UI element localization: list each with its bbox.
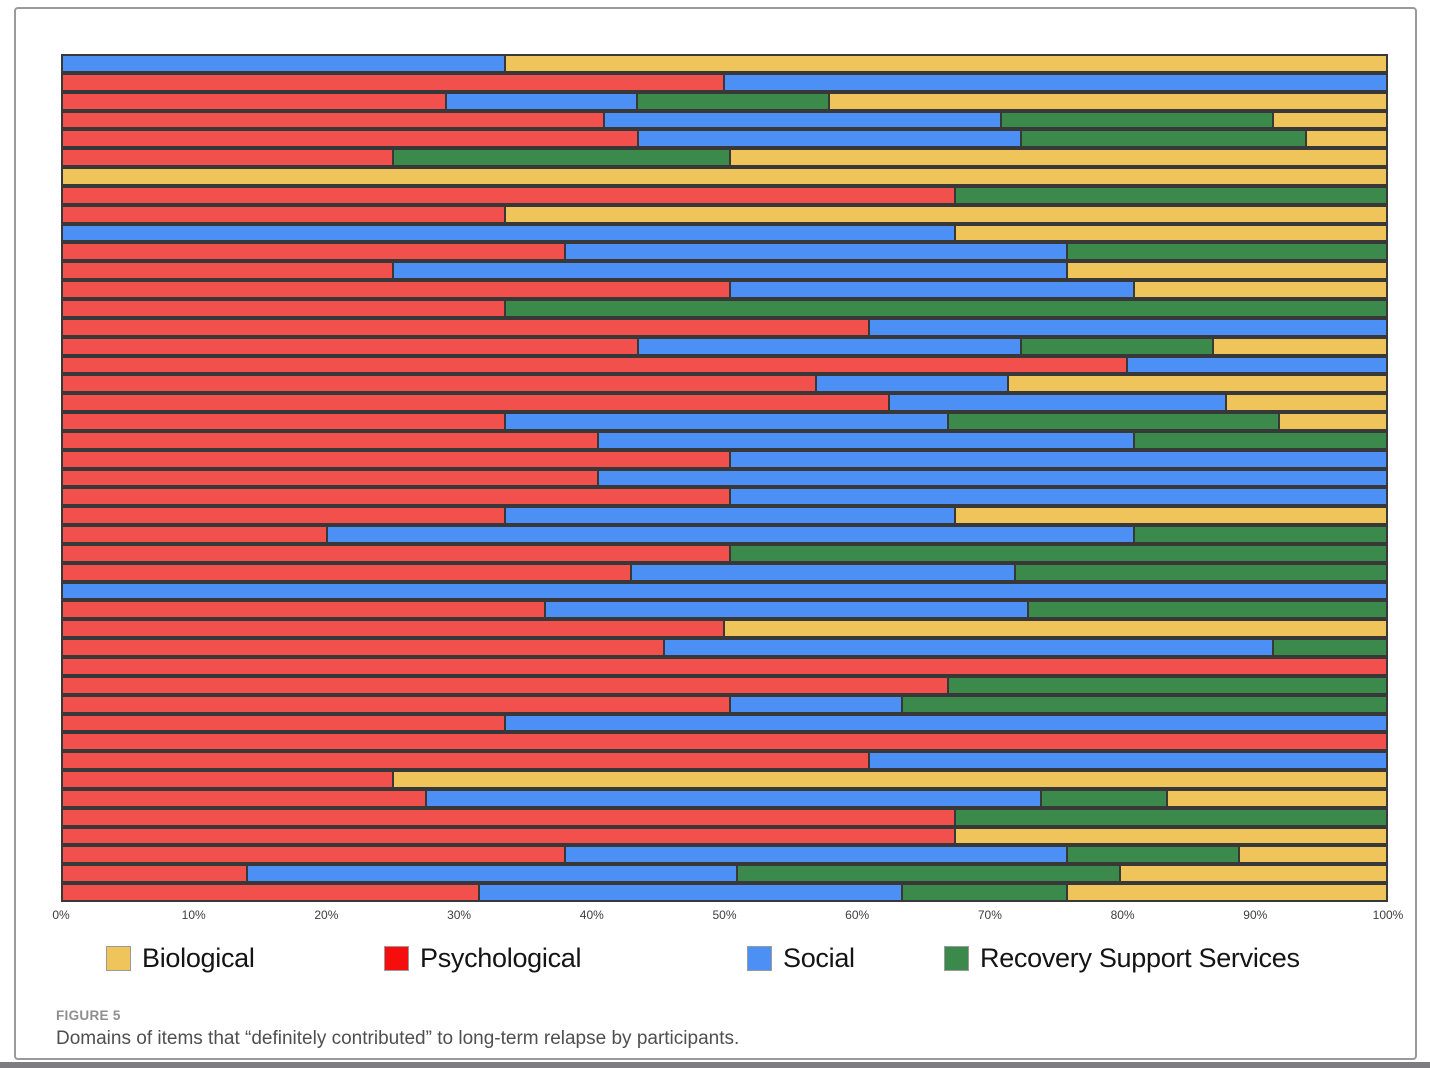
bar-segment-social [665,640,1274,655]
bar-segment-biological [506,56,1386,71]
bar-segment-psychological [63,489,731,504]
legend-swatch-psychological [384,946,409,971]
bar-segment-psychological [63,131,639,146]
bar-segment-social [731,697,903,712]
bar-segment-recovery [1068,847,1240,862]
legend-swatch-biological [106,946,131,971]
x-axis-tick: 60% [845,908,870,922]
bar-row [61,242,1388,261]
legend-item-social [747,943,855,974]
bar-row [61,374,1388,393]
bar-segment-biological [956,829,1386,844]
bar-segment-social [890,395,1227,410]
bar-row [61,450,1388,469]
bar-segment-social [248,866,738,881]
bar-segment-recovery [956,810,1386,825]
bar-segment-recovery [903,885,1068,900]
legend-item-recovery-support-services [944,943,1300,974]
bar-row [61,563,1388,582]
bar-segment-recovery [956,188,1386,203]
bar-row [61,544,1388,563]
bar-row [61,469,1388,488]
bottom-edge-strip [0,1062,1430,1068]
bar-segment-social [427,791,1042,806]
bar-row [61,393,1388,412]
bar-segment-psychological [63,244,566,259]
bar-row [61,751,1388,770]
bar-segment-psychological [63,94,447,109]
bar-row [61,600,1388,619]
bar-segment-social [1128,358,1386,373]
bar-segment-psychological [63,414,506,429]
bar-row [61,714,1388,733]
bar-segment-psychological [63,150,394,165]
bar-segment-psychological [63,207,506,222]
bar-row [61,186,1388,205]
bar-row [61,732,1388,751]
bar-row [61,54,1388,73]
bar-segment-psychological [63,471,599,486]
bar-segment-social [870,753,1386,768]
bar-segment-psychological [63,358,1128,373]
bar-row [61,770,1388,789]
bar-segment-social [566,847,1069,862]
bar-segment-psychological [63,697,731,712]
bar-segment-biological [1227,395,1386,410]
bar-segment-social [731,452,1386,467]
bar-segment-social [639,131,1023,146]
bar-row [61,224,1388,243]
bar-segment-recovery [1022,131,1306,146]
bar-segment-social [328,527,1135,542]
bar-row [61,845,1388,864]
bar-segment-biological [830,94,1386,109]
bar-segment-recovery [1135,527,1386,542]
bar-row [61,883,1388,902]
bar-segment-psychological [63,452,731,467]
bar-segment-psychological [63,188,956,203]
bar-segment-psychological [63,565,632,580]
bar-segment-psychological [63,602,546,617]
figure-label: FIGURE 5 [56,1008,121,1023]
bar-row [61,92,1388,111]
bar-row [61,356,1388,375]
bar-row [61,808,1388,827]
bar-segment-recovery [1042,791,1168,806]
bar-segment-recovery [738,866,1122,881]
bar-segment-social [817,376,1009,391]
bar-segment-recovery [949,414,1280,429]
bar-segment-psychological [63,282,731,297]
x-axis [16,908,1430,926]
bar-segment-biological [1214,339,1386,354]
bar-segment-social [605,113,1002,128]
bar-segment-social [506,414,949,429]
bar-segment-social [480,885,903,900]
bar-segment-psychological [63,810,956,825]
bar-segment-psychological [63,885,480,900]
bar-segment-recovery [949,678,1386,693]
bar-segment-recovery [506,301,1386,316]
bar-row [61,657,1388,676]
bar-segment-social [566,244,1069,259]
bar-segment-recovery [1029,602,1386,617]
bar-row [61,299,1388,318]
bar-segment-biological [63,169,1386,184]
bar-row [61,261,1388,280]
bar-segment-recovery [1135,433,1386,448]
bar-segment-social [639,339,1023,354]
x-axis-tick: 10% [181,908,206,922]
bar-segment-psychological [63,829,956,844]
bar-segment-psychological [63,734,1386,749]
x-axis-tick: 100% [1372,908,1404,922]
bar-segment-biological [1009,376,1386,391]
bar-segment-social [63,56,506,71]
bar-segment-social [725,75,1387,90]
bar-segment-biological [1274,113,1386,128]
bar-segment-psychological [63,753,870,768]
bar-segment-biological [1307,131,1386,146]
bar-segment-social [506,508,956,523]
bar-segment-psychological [63,866,248,881]
bar-segment-social [447,94,639,109]
bar-segment-recovery [731,546,1386,561]
x-axis-tick: 30% [447,908,472,922]
bar-segment-biological [1068,885,1386,900]
bar-segment-psychological [63,527,328,542]
bar-segment-biological [1240,847,1386,862]
figure-caption: Domains of items that “definitely contributed” to long-term relapse by participants. [56,1028,740,1049]
bar-segment-recovery [903,697,1386,712]
bar-row [61,506,1388,525]
bar-row [61,148,1388,167]
bar-segment-biological [956,226,1386,241]
bar-segment-recovery [638,94,830,109]
bar-row [61,167,1388,186]
bar-row [61,487,1388,506]
bar-segment-recovery [1016,565,1386,580]
bar-row [61,619,1388,638]
bar-segment-psychological [63,508,506,523]
legend-label-recovery: Recovery Support Services [980,943,1300,973]
bar-row [61,318,1388,337]
bar-segment-social [394,263,1069,278]
bar-segment-psychological [63,621,725,636]
x-axis-tick: 80% [1110,908,1135,922]
bar-segment-psychological [63,301,506,316]
bar-segment-social [731,489,1386,504]
bar-segment-biological [506,207,1386,222]
bar-segment-psychological [63,791,427,806]
bar-segment-biological [1135,282,1386,297]
bar-row [61,205,1388,224]
bar-segment-recovery [1274,640,1386,655]
bar-segment-recovery [1022,339,1214,354]
bar-segment-biological [731,150,1386,165]
bar-segment-psychological [63,433,599,448]
x-axis-tick: 90% [1243,908,1268,922]
bar-segment-social [599,433,1135,448]
legend-item-biological [106,943,255,974]
bar-segment-recovery [1068,244,1386,259]
bar-segment-psychological [63,395,890,410]
bar-row [61,827,1388,846]
legend-label-biological: Biological [142,943,255,973]
bar-segment-psychological [63,263,394,278]
bar-segment-psychological [63,320,870,335]
bar-segment-psychological [63,376,817,391]
bar-segment-social [870,320,1386,335]
x-axis-tick: 20% [314,908,339,922]
legend-label-social: Social [783,943,855,973]
bar-segment-psychological [63,659,1386,674]
bar-row [61,129,1388,148]
bar-segment-psychological [63,678,949,693]
figure-frame [14,7,1417,1060]
legend-label-psychological: Psychological [420,943,582,973]
bar-row [61,676,1388,695]
bar-segment-biological [956,508,1386,523]
bar-row [61,638,1388,657]
legend [16,943,1430,979]
bar-row [61,431,1388,450]
bar-segment-biological [1068,263,1386,278]
bar-segment-biological [1168,791,1386,806]
bar-segment-biological [1280,414,1386,429]
x-axis-tick: 50% [712,908,737,922]
bar-segment-psychological [63,640,665,655]
x-axis-tick: 40% [579,908,604,922]
bar-segment-psychological [63,546,731,561]
bar-row [61,864,1388,883]
bar-segment-recovery [1002,113,1273,128]
bar-segment-social [632,565,1016,580]
legend-swatch-social [747,946,772,971]
bar-row [61,412,1388,431]
bar-row [61,525,1388,544]
bar-row [61,73,1388,92]
bar-segment-psychological [63,113,605,128]
bar-segment-psychological [63,339,639,354]
bar-segment-psychological [63,716,506,731]
x-axis-tick: 0% [52,908,70,922]
bar-segment-social [599,471,1386,486]
bar-segment-social [63,226,956,241]
x-axis-tick: 70% [977,908,1002,922]
bar-segment-social [546,602,1029,617]
bar-row [61,582,1388,601]
bar-row [61,789,1388,808]
bar-segment-social [731,282,1135,297]
bar-segment-psychological [63,75,725,90]
bar-segment-biological [394,772,1386,787]
bar-segment-psychological [63,772,394,787]
bar-segment-psychological [63,847,566,862]
bar-row [61,695,1388,714]
legend-item-psychological [384,943,581,974]
legend-swatch-recovery [944,946,969,971]
bar-row [61,111,1388,130]
bar-segment-social [63,584,1386,599]
bar-segment-biological [1121,866,1386,881]
plot-area [61,54,1388,902]
bar-row [61,280,1388,299]
bar-row [61,337,1388,356]
bar-segment-biological [725,621,1387,636]
bar-segment-social [506,716,1386,731]
bar-segment-recovery [394,150,731,165]
